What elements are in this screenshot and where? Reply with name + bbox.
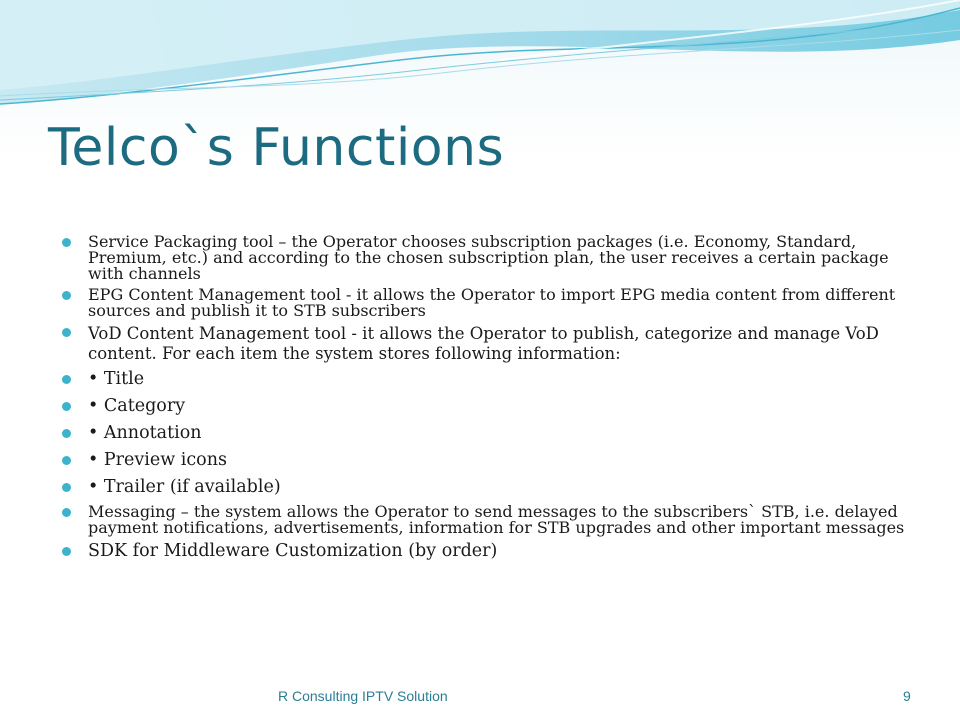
bullet-dot-icon — [62, 547, 71, 556]
bullet-sdk: SDK for Middleware Customization (by order) — [60, 541, 920, 561]
bullet-dot-icon — [62, 291, 71, 300]
bullet-title: • Title — [60, 369, 920, 389]
bullet-dot-icon — [62, 375, 71, 384]
slide-title: Telco`s Functions — [48, 118, 505, 178]
bullet-annotation: • Annotation — [60, 423, 920, 443]
footer-text: R Consulting IPTV Solution — [278, 688, 448, 704]
bullet-category: • Category — [60, 396, 920, 416]
bullet-messaging: Messaging – the system allows the Operator to send messages to the subscribers` STB, i.e. delayed payment notifications, advertisements, information for STB upgrades and other important messages — [60, 504, 920, 536]
bullet-dot-icon — [62, 483, 71, 492]
header-wave-decoration — [0, 0, 960, 130]
bullet-trailer: • Trailer (if available) — [60, 477, 920, 497]
bullet-epg-content: EPG Content Management tool - it allows the Operator to import EPG media content from different sources and publish it to STB subscribers — [60, 287, 920, 319]
bullet-service-packaging: Service Packaging tool – the Operator chooses subscription packages (i.e. Economy, Standard, Premium, etc.) and according to the chosen subscription plan, the user receives a certain package with channels — [60, 234, 920, 282]
bullet-vod-content: VoD Content Management tool - it allows the Operator to publish, categorize and manage VoD content. For each item the system stores following information: — [60, 324, 920, 364]
bullet-dot-icon — [62, 456, 71, 465]
bullet-dot-icon — [62, 328, 71, 337]
page-number: 9 — [903, 688, 911, 704]
bullet-preview-icons: • Preview icons — [60, 450, 920, 470]
bullet-dot-icon — [62, 508, 71, 517]
bullet-list — [60, 234, 920, 568]
bullet-dot-icon — [62, 402, 71, 411]
bullet-dot-icon — [62, 429, 71, 438]
bullet-dot-icon — [62, 238, 71, 247]
